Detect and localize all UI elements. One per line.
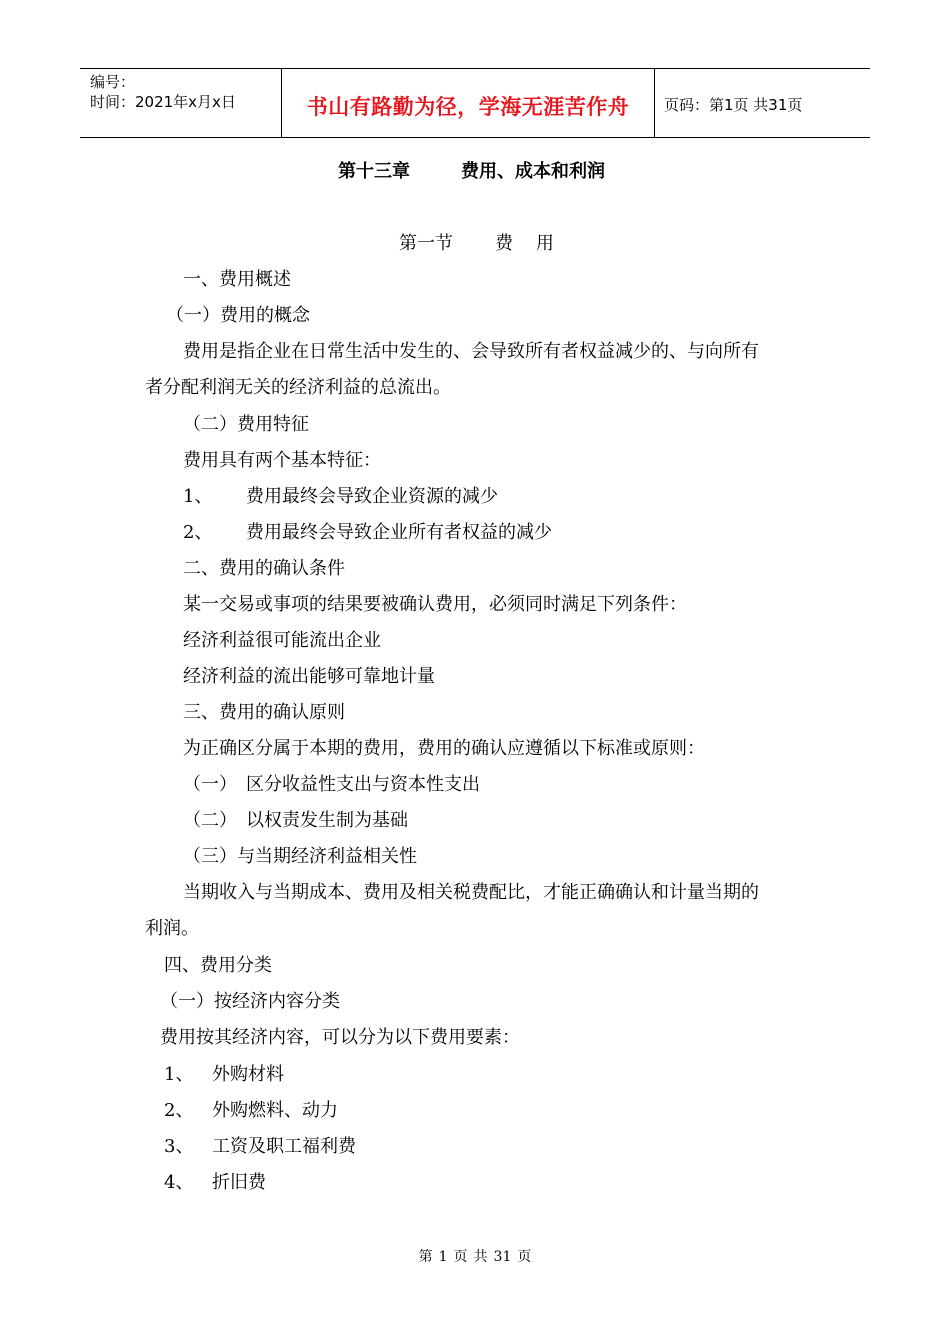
condition-2: 经济利益的流出能够可靠地计量	[183, 666, 435, 687]
footer-ye-end: 页	[517, 1249, 532, 1265]
feature-2-number: 2、	[183, 522, 213, 543]
header-page-cell	[655, 69, 870, 137]
paragraph-elements-intro: 费用按其经济内容，可以分为以下费用要素：	[160, 1027, 520, 1048]
header-motto-cell	[282, 69, 655, 137]
paragraph-conditions-intro: 某一交易或事项的结果要被确认费用，必须同时满足下列条件：	[183, 594, 687, 615]
time-label: 时间：2021年x月x日	[90, 93, 236, 111]
page-footer	[0, 1246, 950, 1266]
footer-ye: 页	[453, 1249, 468, 1265]
footer-gong: 共	[473, 1249, 488, 1265]
subheading-economic-content: （一）按经济内容分类	[160, 991, 340, 1012]
element-3-number: 3、	[164, 1136, 194, 1157]
page-code: 页码：第1页 共31页	[664, 96, 803, 114]
principle-2-text: 以权责发生制为基础	[246, 810, 408, 831]
paragraph-principles-intro: 为正确区分属于本期的费用，费用的确认应遵循以下标准或原则：	[183, 738, 705, 759]
footer-total-pages: 31	[493, 1249, 512, 1265]
heading-classification: 四、费用分类	[164, 955, 272, 976]
heading-overview: 一、费用概述	[183, 269, 291, 290]
principle-1-number: （一）	[183, 774, 237, 795]
paragraph-matching-line1: 当期收入与当期成本、费用及相关税费配比，才能正确确认和计量当期的	[183, 882, 759, 903]
paragraph-features-intro: 费用具有两个基本特征：	[183, 450, 381, 471]
element-2-number: 2、	[164, 1100, 194, 1121]
heading-recognition-conditions: 二、费用的确认条件	[183, 558, 345, 579]
principle-3: （三）与当期经济利益相关性	[183, 846, 417, 867]
element-4-number: 4、	[164, 1172, 194, 1193]
footer-page-number: 1	[438, 1249, 448, 1265]
element-4-text: 折旧费	[212, 1172, 266, 1193]
page-header	[80, 68, 870, 138]
subheading-features: （二）费用特征	[183, 414, 309, 435]
number-label: 编号：	[90, 73, 136, 91]
paragraph-matching-line2: 利润。	[145, 918, 199, 939]
principle-1-text: 区分收益性支出与资本性支出	[246, 774, 480, 795]
motto: 书山有路勤为径，学海无涯苦作舟	[306, 95, 630, 119]
feature-1-number: 1、	[183, 486, 213, 507]
element-3-text: 工资及职工福利费	[212, 1136, 356, 1157]
condition-1: 经济利益很可能流出企业	[183, 630, 381, 651]
chapter-number: 第十三章	[338, 161, 410, 182]
footer-di: 第	[418, 1249, 433, 1265]
chapter-name: 费用、成本和利润	[461, 161, 605, 182]
element-1-number: 1、	[164, 1064, 194, 1085]
element-2-text: 外购燃料、动力	[212, 1100, 338, 1121]
principle-2-number: （二）	[183, 810, 237, 831]
section-number: 第一节	[399, 233, 453, 254]
heading-recognition-principles: 三、费用的确认原则	[183, 702, 345, 723]
section-name: 费 用	[495, 233, 554, 254]
element-1-text: 外购材料	[212, 1064, 284, 1085]
header-info-cell	[80, 69, 282, 137]
paragraph-definition-line2: 者分配利润无关的经济利益的总流出。	[145, 377, 451, 398]
feature-2-text: 费用最终会导致企业所有者权益的减少	[246, 522, 552, 543]
feature-1-text: 费用最终会导致企业资源的减少	[246, 486, 498, 507]
paragraph-definition-line1: 费用是指企业在日常生活中发生的、会导致所有者权益减少的、与向所有	[183, 341, 759, 362]
subheading-concept: （一）费用的概念	[166, 305, 310, 326]
